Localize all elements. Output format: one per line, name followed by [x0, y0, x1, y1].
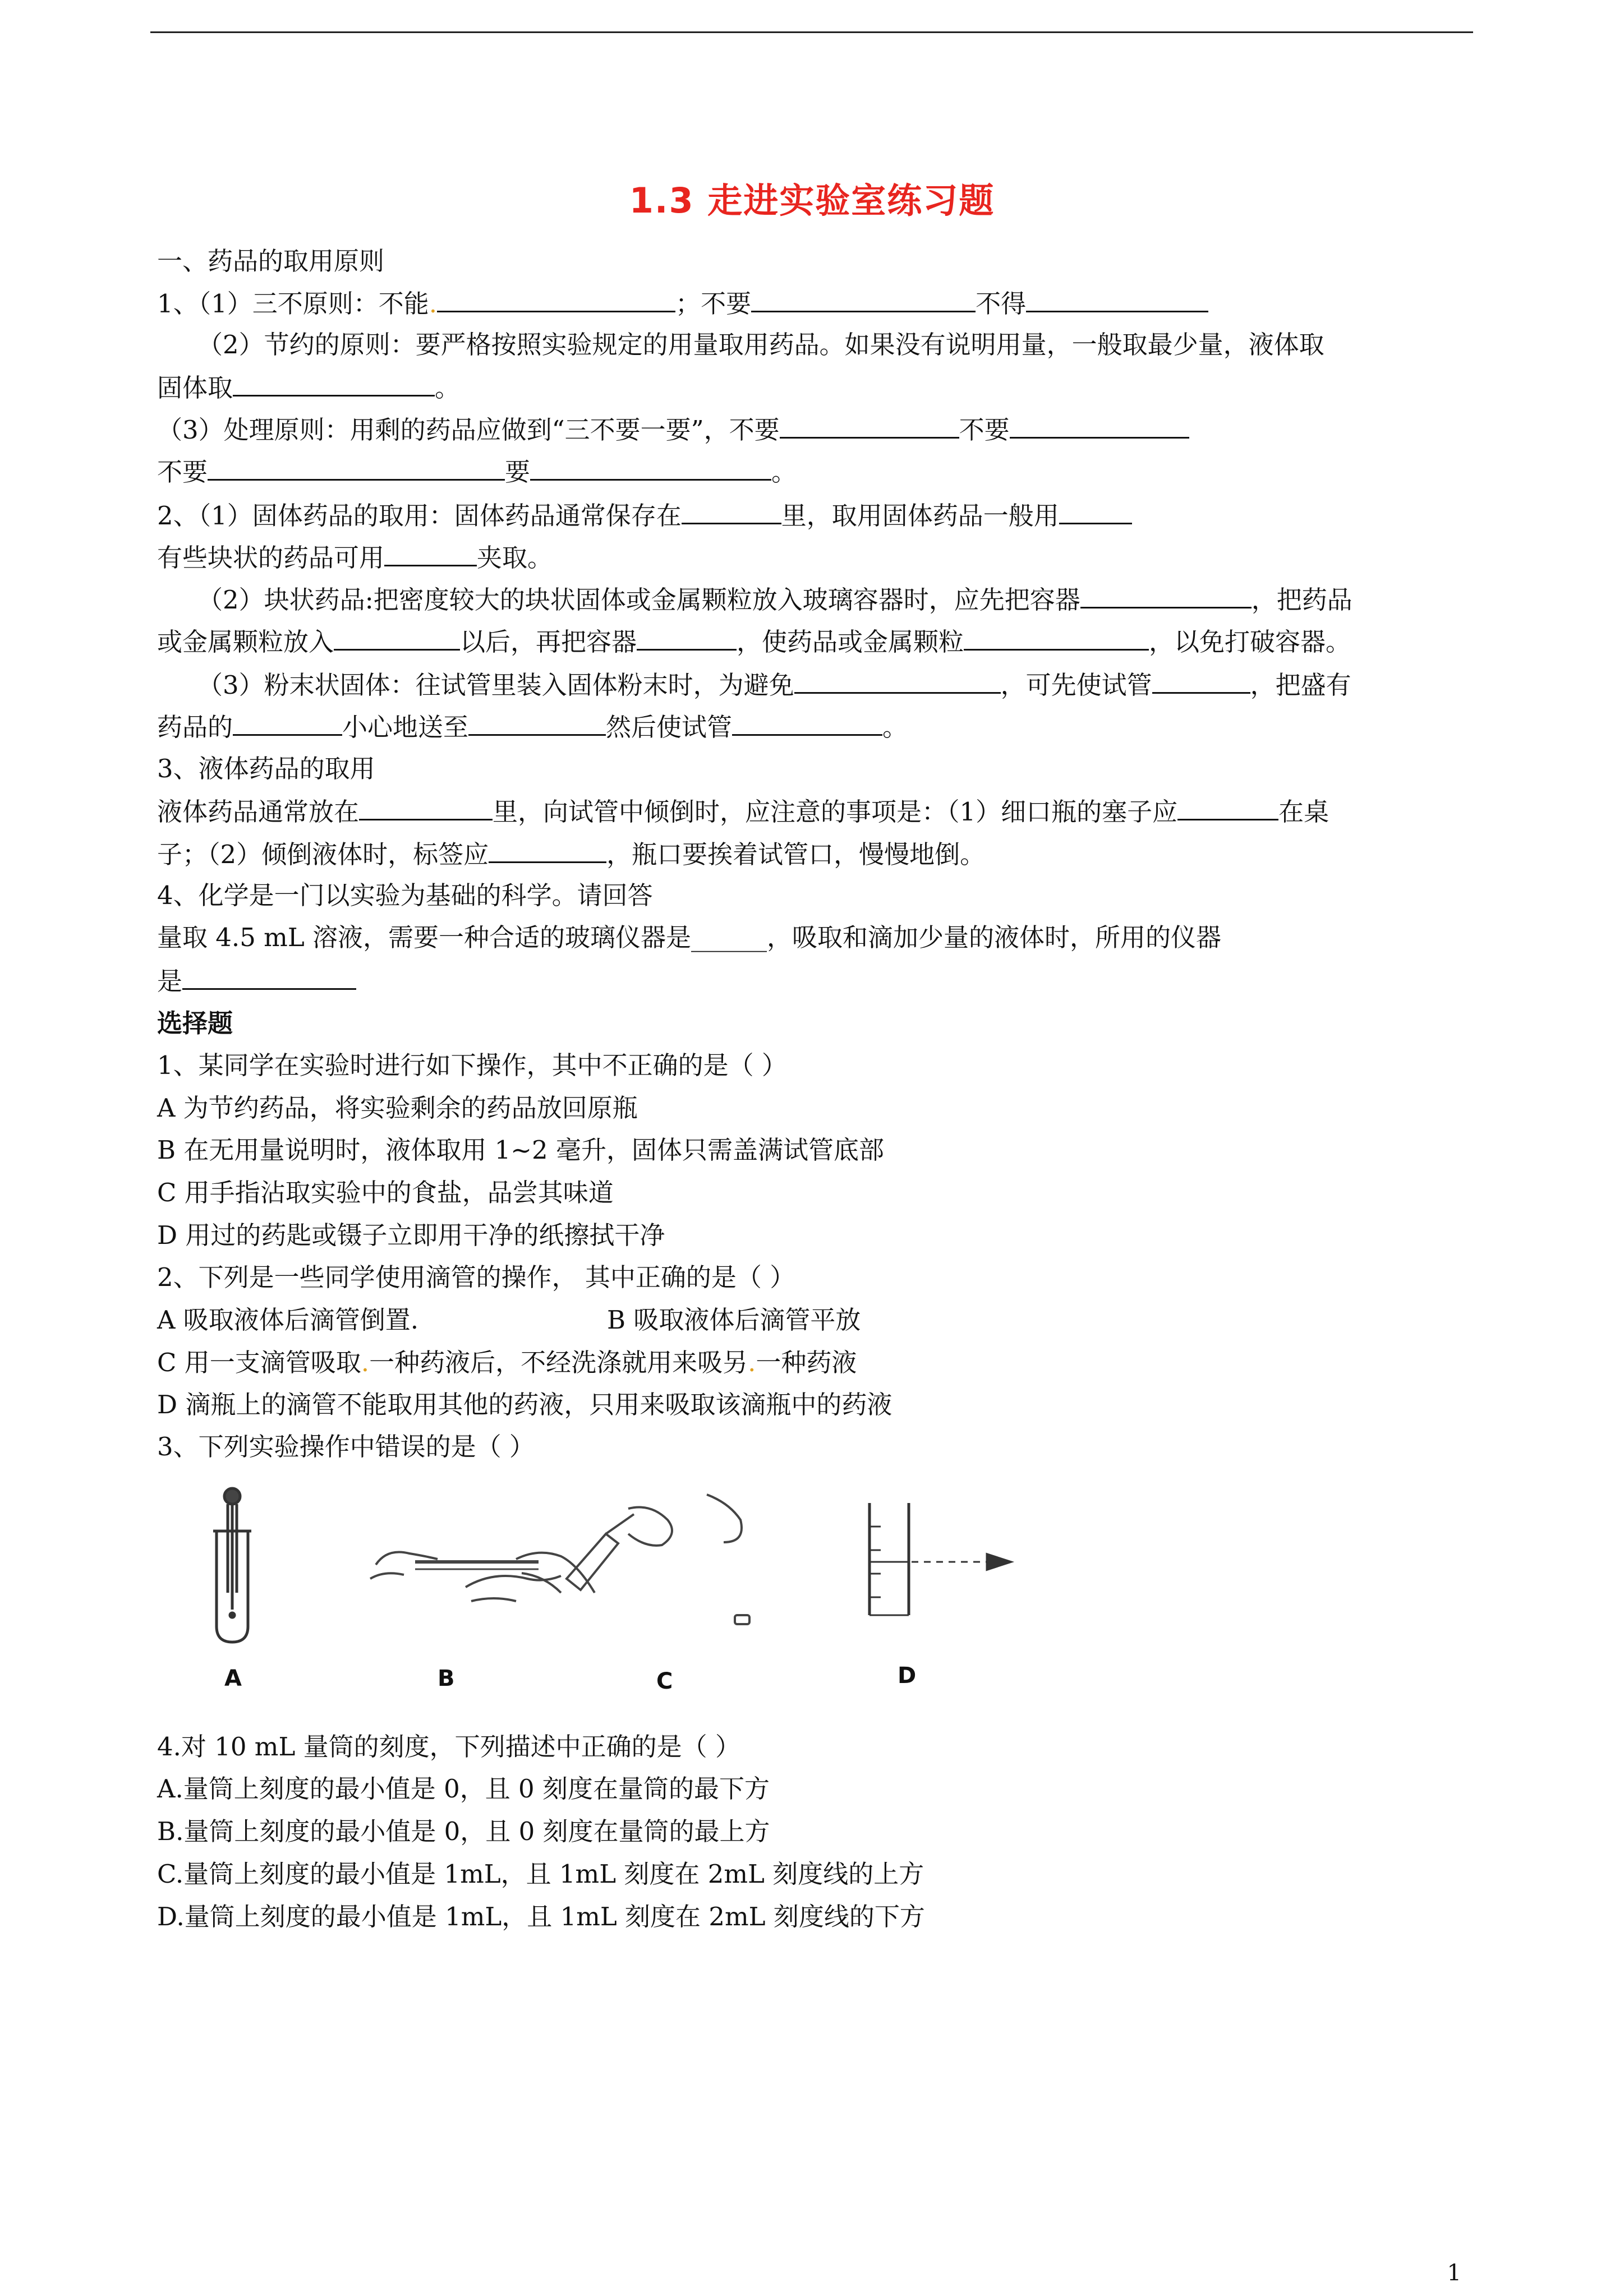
q2-line5: （3）粉末状固体：往试管里装入固体粉末时，为避免 ，可先使试管 ，把盛有: [197, 667, 1351, 702]
answer-blank[interactable]: [384, 540, 477, 566]
q3-heading: 3、液体药品的取用: [157, 754, 375, 783]
mc1-stem: 1、某同学在实验时进行如下操作，其中不正确的是（ ）: [157, 1050, 787, 1080]
q2-line2: 有些块状的药品可用 夹取。: [157, 540, 553, 575]
q3-line2: 子；（2）倾倒液体时，标签应 ，瓶口要挨着试管口，慢慢地倒。: [157, 837, 985, 872]
mc3-stem: 3、下列实验操作中错误的是（ ）: [157, 1432, 535, 1461]
q2-line4: 或金属颗粒放入 以后，再把容器 ，使药品或金属颗粒 ，以免打破容器。: [157, 624, 1351, 659]
q4-line2: 是: [157, 963, 356, 998]
figure-label-d[interactable]: D: [898, 1663, 917, 1689]
answer-blank[interactable]: [530, 454, 771, 481]
answer-blank[interactable]: [964, 624, 1149, 651]
figure-c-pouring-liquid: [466, 1495, 749, 1624]
answer-blank[interactable]: [1010, 412, 1189, 439]
mc4-stem: 4.对 10 mL 量筒的刻度，下列描述中正确的是（ ）: [157, 1732, 740, 1762]
answer-blank[interactable]: [1152, 667, 1250, 694]
section-heading: 一、药品的取用原则: [157, 246, 385, 276]
answer-blank[interactable]: [637, 624, 737, 651]
answer-blank[interactable]: [794, 667, 1001, 694]
answer-blank[interactable]: [1059, 498, 1132, 524]
q1-line3: 固体取 。: [157, 370, 460, 405]
mc2-option-d[interactable]: D 滴瓶上的滴管不能取用其他的药液，只用来吸取该滴瓶中的药液: [157, 1390, 892, 1419]
mc2-option-a[interactable]: A 吸取液体后滴管倒置.: [157, 1305, 419, 1335]
q2-line1: 2、（1）固体药品的取用：固体药品通常保存在 里，取用固体药品一般用: [157, 498, 1132, 533]
header-rule: [150, 31, 1473, 33]
mc1-option-a[interactable]: A 为节约药品，将实验剩余的药品放回原瓶: [157, 1093, 638, 1123]
answer-blank[interactable]: [468, 709, 606, 736]
mc4-option-b[interactable]: B.量筒上刻度的最小值是 0，且 0 刻度在量筒的最上方: [157, 1816, 770, 1846]
q4-line1: 量取 4.5 mL 溶液，需要一种合适的玻璃仪器是______，吸取和滴加少量的液体时，所用的仪器: [157, 923, 1222, 952]
answer-blank[interactable]: [208, 454, 505, 481]
mc2-stem: 2、下列是一些同学使用滴管的操作， 其中正确的是（ ）: [157, 1262, 795, 1292]
answer-blank[interactable]: [334, 624, 460, 651]
answer-blank[interactable]: [233, 709, 342, 736]
q1-line5: 不要 要 。: [157, 454, 797, 489]
figure-d-reading-cylinder: [869, 1503, 1010, 1615]
figure-a-dropper-in-tube: [213, 1488, 251, 1642]
q2-line3: （2）块状药品:把密度较大的块状固体或金属颗粒放入玻璃容器时，应先把容器 ，把药品: [197, 582, 1352, 617]
answer-blank[interactable]: [1080, 582, 1252, 608]
mc2-option-c[interactable]: C 用一支滴管吸取.一种药液后，不经洗涤就用来吸另.一种药液: [157, 1348, 857, 1377]
mc4-option-a[interactable]: A.量筒上刻度的最小值是 0，且 0 刻度在量筒的最下方: [157, 1774, 770, 1804]
answer-blank[interactable]: [233, 370, 435, 397]
q2-line6: 药品的 小心地送至 然后使试管 。: [157, 709, 908, 744]
lab-operation-figures: [202, 1481, 1021, 1716]
answer-blank[interactable]: [682, 498, 781, 524]
answer-blank[interactable]: [732, 709, 882, 736]
answer-blank[interactable]: [489, 837, 606, 863]
lab-figures-svg: [202, 1481, 1021, 1666]
mc1-option-b[interactable]: B 在无用量说明时，液体取用 1~2 毫升，固体只需盖满试管底部: [157, 1135, 884, 1165]
mc4-option-d[interactable]: D.量筒上刻度的最小值是 1mL，且 1mL 刻度在 2mL 刻度线的下方: [157, 1902, 925, 1931]
figure-b-hands-with-tube: [370, 1552, 595, 1593]
mc1-option-d[interactable]: D 用过的药匙或镊子立即用干净的纸擦拭干净: [157, 1220, 665, 1250]
choice-section-heading: 选择题: [157, 1008, 233, 1038]
answer-blank[interactable]: [1026, 286, 1208, 312]
answer-blank[interactable]: [359, 794, 493, 820]
q1-line2: （2）节约的原则：要严格按照实验规定的用量取用药品。如果没有说明用量，一般取最少量，液体取: [197, 330, 1324, 359]
q1-line4: （3）处理原则：用剩的药品应做到“三不要一要”，不要 不要: [157, 412, 1189, 447]
answer-blank[interactable]: [780, 412, 959, 439]
q3-line1: 液体药品通常放在 里，向试管中倾倒时，应注意的事项是：（1）细口瓶的塞子应 在桌: [157, 794, 1329, 829]
answer-blank[interactable]: [1177, 794, 1278, 820]
answer-blank[interactable]: [437, 286, 675, 312]
q4-heading: 4、化学是一门以实验为基础的科学。请回答: [157, 880, 653, 910]
page-number: 1: [1447, 2260, 1461, 2286]
mc4-option-c[interactable]: C.量筒上刻度的最小值是 1mL，且 1mL 刻度在 2mL 刻度线的上方: [157, 1859, 924, 1889]
figure-label-a[interactable]: A: [224, 1666, 242, 1691]
q1-line1: 1、（1）三不原则：不能. ；不要 不得: [157, 286, 1208, 321]
answer-blank[interactable]: [751, 286, 976, 312]
mc2-option-b[interactable]: B 吸取液体后滴管平放: [607, 1305, 861, 1335]
mc1-option-c[interactable]: C 用手指沾取实验中的食盐，品尝其味道: [157, 1178, 614, 1207]
figure-label-b[interactable]: B: [438, 1666, 455, 1691]
page-title: 1.3 走进实验室练习题: [629, 180, 995, 221]
answer-blank[interactable]: [182, 963, 356, 990]
figure-label-c[interactable]: C: [656, 1668, 673, 1694]
